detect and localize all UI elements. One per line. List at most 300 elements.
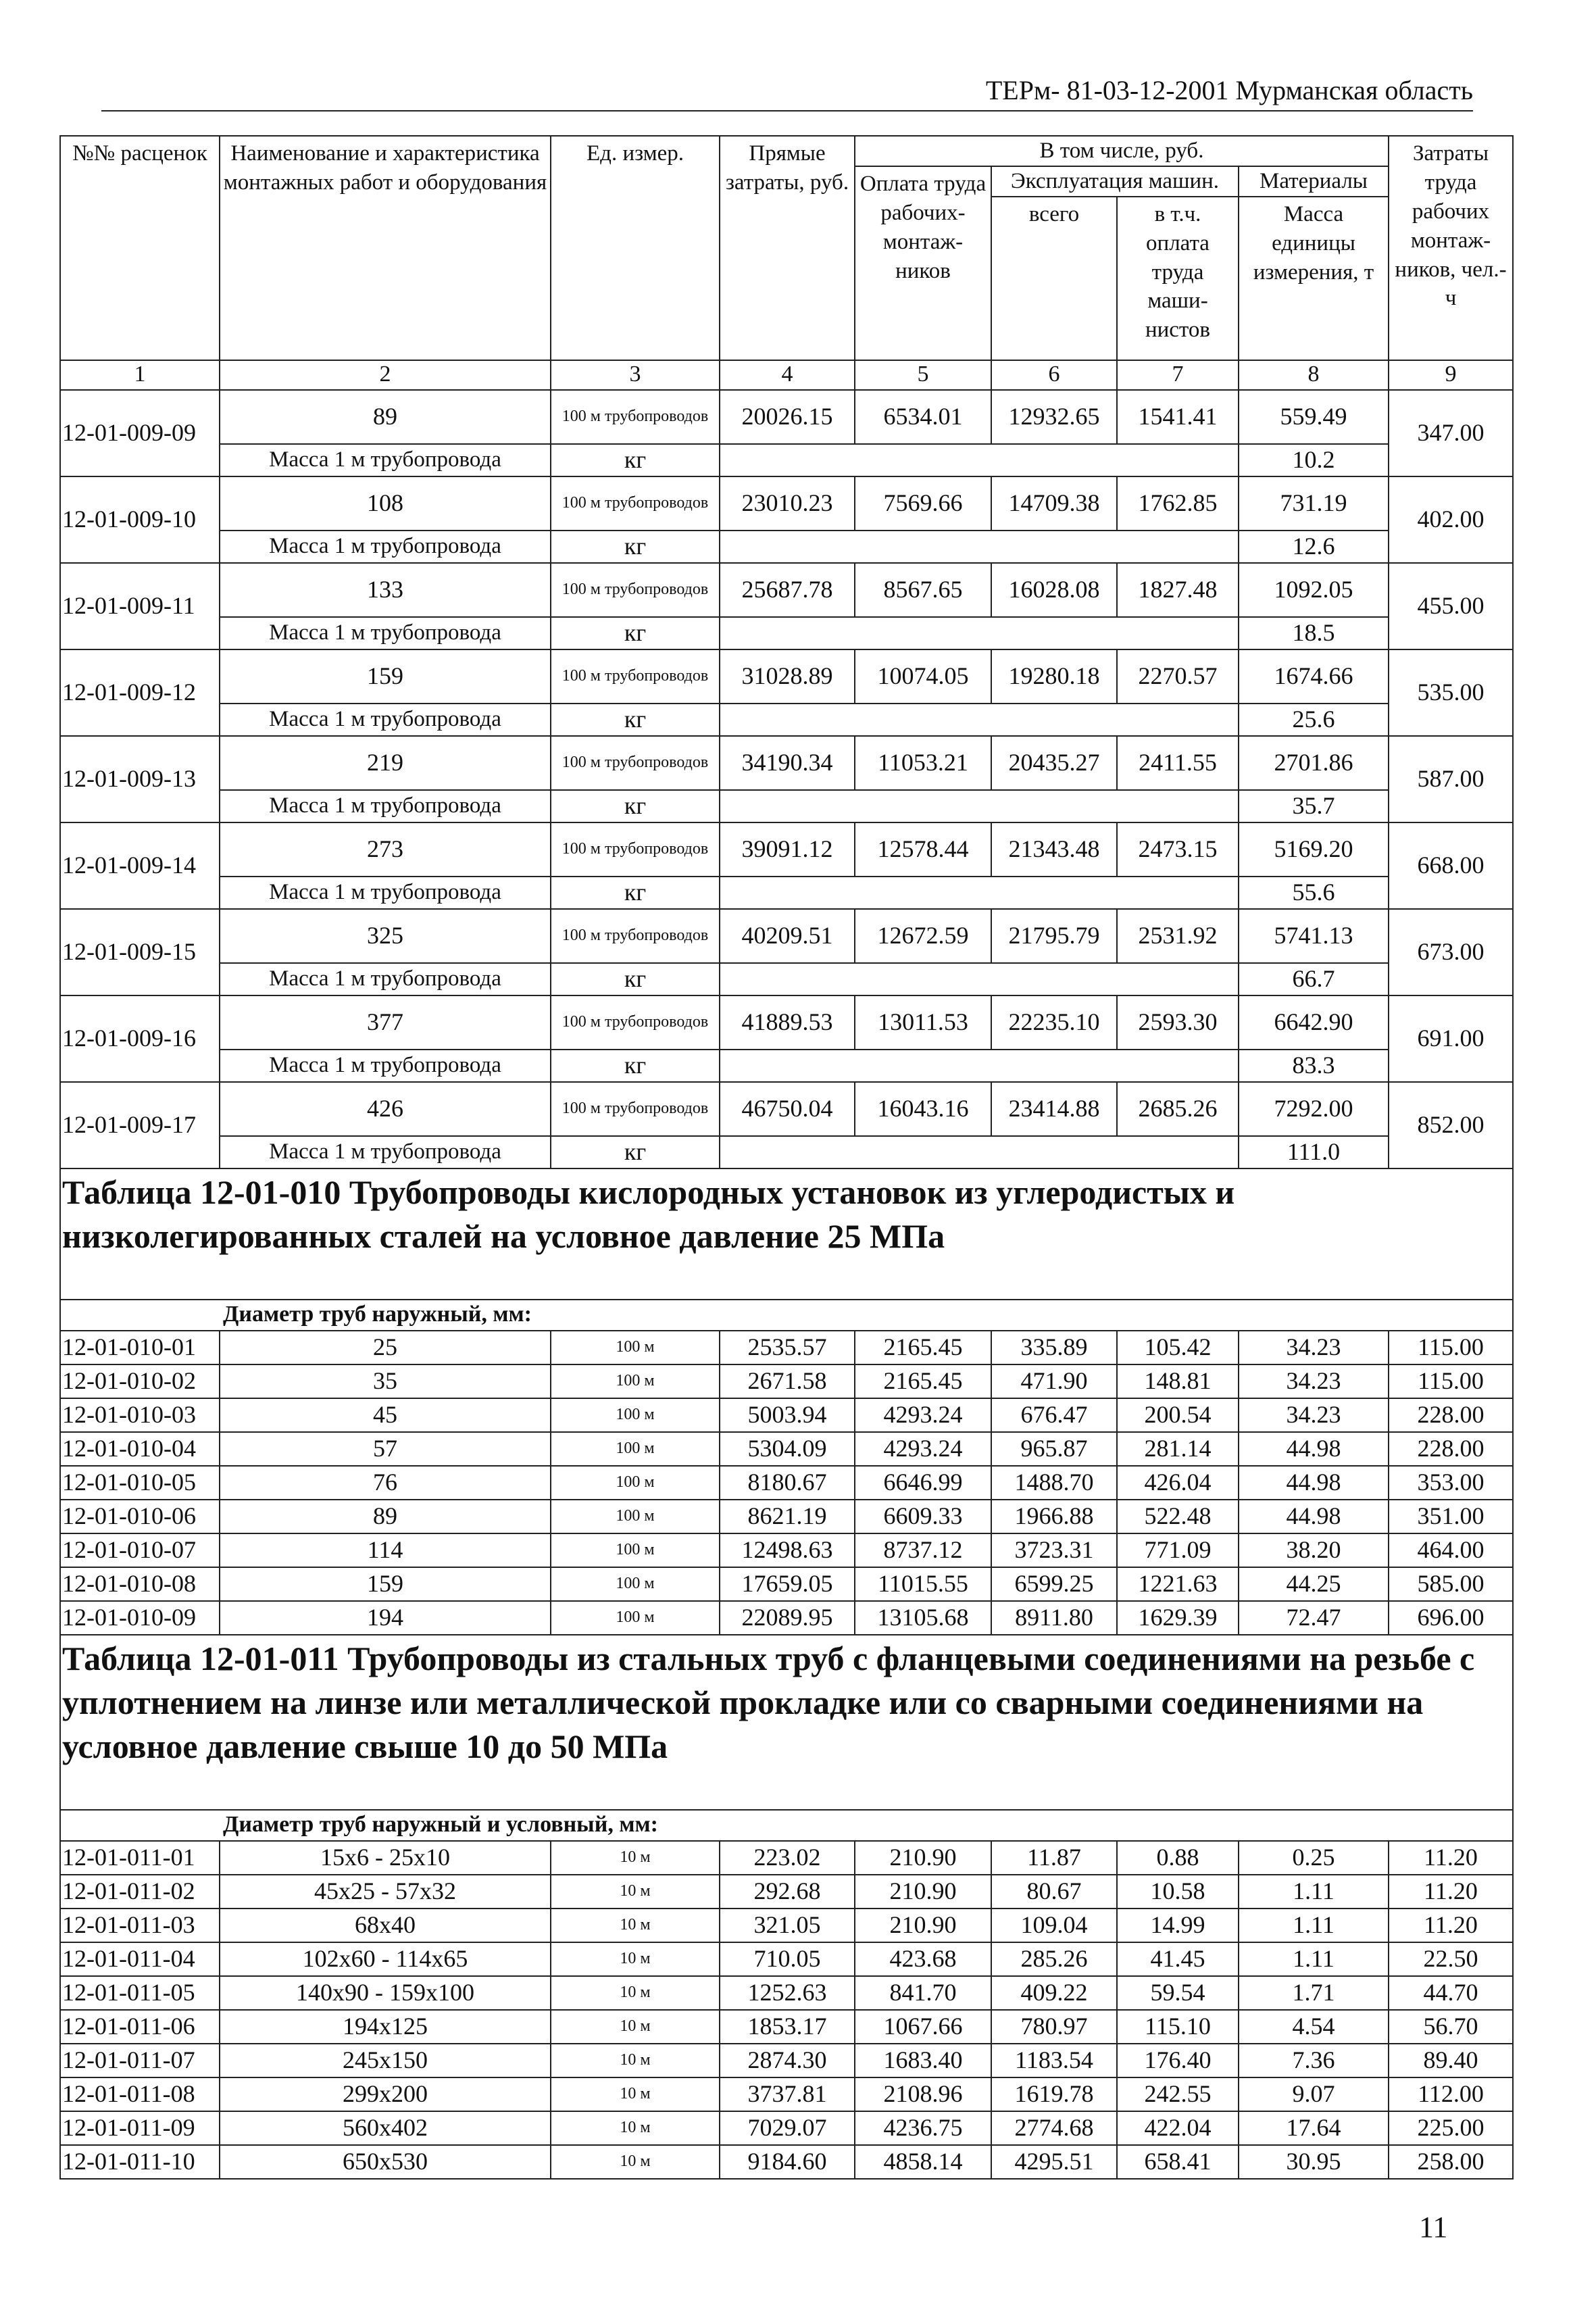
materials-cost: 34.23: [1239, 1398, 1389, 1432]
pipe-diameter: 133: [220, 563, 551, 617]
col-head-exploit-total: всего: [991, 197, 1117, 360]
direct-cost: 8180.67: [720, 1466, 855, 1500]
exploit-total: 21795.79: [991, 909, 1117, 963]
unit-cell: 100 м трубопроводов: [551, 563, 720, 617]
direct-cost: 5003.94: [720, 1398, 855, 1432]
exploit-wage: 200.54: [1117, 1398, 1239, 1432]
direct-cost: 7029.07: [720, 2111, 855, 2145]
pipe-diameter: 273: [220, 822, 551, 877]
direct-cost: 20026.15: [720, 390, 855, 444]
table-12-01-010-spacer: [60, 1258, 1513, 1300]
materials-cost: 30.95: [1239, 2145, 1389, 2179]
mass-unit: кг: [551, 704, 720, 736]
rate-code: 12-01-010-09: [60, 1601, 220, 1635]
direct-cost: 41889.53: [720, 995, 855, 1050]
rate-code: 12-01-009-16: [60, 995, 220, 1082]
mass-unit: кг: [551, 963, 720, 995]
price-table: [59, 135, 1514, 2180]
exploit-wage: 422.04: [1117, 2111, 1239, 2145]
labor-hours: 89.40: [1389, 2044, 1513, 2077]
pipe-diameter: 114: [220, 1533, 551, 1567]
exploit-total: 11.87: [991, 1841, 1117, 1875]
table-row: [60, 1364, 1513, 1398]
wage-cost: 4236.75: [855, 2111, 991, 2145]
rate-code: 12-01-009-09: [60, 390, 220, 476]
mass-value: 66.7: [1239, 963, 1389, 995]
wage-cost: 10074.05: [855, 649, 991, 704]
exploit-total: 6599.25: [991, 1567, 1117, 1601]
rate-code: 12-01-011-05: [60, 1976, 220, 2010]
column-number: 3: [551, 360, 720, 390]
table-12-01-010-subhead: Диаметр труб наружный, мм:: [60, 1300, 1513, 1331]
mass-row: [60, 704, 1513, 736]
mass-label: Масса 1 м трубопровода: [220, 790, 551, 822]
exploit-wage: 41.45: [1117, 1942, 1239, 1976]
exploit-wage: 2473.15: [1117, 822, 1239, 877]
exploit-total: 4295.51: [991, 2145, 1117, 2179]
direct-cost: 5304.09: [720, 1432, 855, 1466]
labor-hours: 455.00: [1389, 563, 1513, 649]
mass-unit: кг: [551, 790, 720, 822]
table-row: [60, 822, 1513, 877]
column-number: 1: [60, 360, 220, 390]
materials-cost: 7292.00: [1239, 1082, 1389, 1136]
table-12-01-010-title: Таблица 12-01-010 Трубопроводы кислородных установок из углеродистых и низколегированных сталей на условное давление 25 МПа: [60, 1168, 1513, 1258]
empty-cell: [720, 617, 1239, 649]
pipe-diameter: 159: [220, 1567, 551, 1601]
unit-cell: 100 м: [551, 1432, 720, 1466]
pipe-diameter: 57: [220, 1432, 551, 1466]
rate-code: 12-01-009-10: [60, 476, 220, 563]
materials-cost: 72.47: [1239, 1601, 1389, 1635]
materials-cost: 5169.20: [1239, 822, 1389, 877]
column-number: 7: [1117, 360, 1239, 390]
labor-hours: 115.00: [1389, 1331, 1513, 1364]
mass-value: 83.3: [1239, 1050, 1389, 1082]
direct-cost: 46750.04: [720, 1082, 855, 1136]
exploit-total: 12932.65: [991, 390, 1117, 444]
column-number: 8: [1239, 360, 1389, 390]
empty-cell: [720, 1136, 1239, 1168]
column-number: 5: [855, 360, 991, 390]
direct-cost: 34190.34: [720, 736, 855, 790]
column-number: 4: [720, 360, 855, 390]
mass-value: 10.2: [1239, 444, 1389, 476]
direct-cost: 2535.57: [720, 1331, 855, 1364]
wage-cost: 8737.12: [855, 1533, 991, 1567]
table-row: [60, 909, 1513, 963]
mass-unit: кг: [551, 444, 720, 476]
exploit-wage: 1827.48: [1117, 563, 1239, 617]
materials-cost: 17.64: [1239, 2111, 1389, 2145]
rate-code: 12-01-009-11: [60, 563, 220, 649]
unit-cell: 100 м: [551, 1364, 720, 1398]
col-head-name: Наименование и характеристика монтажных работ и оборудования: [220, 136, 551, 360]
direct-cost: 25687.78: [720, 563, 855, 617]
unit-cell: 100 м трубопроводов: [551, 649, 720, 704]
unit-cell: 100 м трубопроводов: [551, 390, 720, 444]
wage-cost: 4293.24: [855, 1432, 991, 1466]
unit-cell: 100 м: [551, 1331, 720, 1364]
labor-hours: 11.20: [1389, 1875, 1513, 1909]
pipe-diameter: 140x90 - 159x100: [220, 1976, 551, 2010]
materials-cost: 559.49: [1239, 390, 1389, 444]
mass-label: Масса 1 м трубопровода: [220, 617, 551, 649]
column-number: 6: [991, 360, 1117, 390]
unit-cell: 100 м: [551, 1398, 720, 1432]
exploit-wage: 2685.26: [1117, 1082, 1239, 1136]
exploit-wage: 176.40: [1117, 2044, 1239, 2077]
exploit-wage: 2270.57: [1117, 649, 1239, 704]
empty-cell: [720, 531, 1239, 563]
mass-label: Масса 1 м трубопровода: [220, 1136, 551, 1168]
col-head-incl: В том числе, руб.: [855, 136, 1389, 166]
materials-cost: 2701.86: [1239, 736, 1389, 790]
mass-value: 18.5: [1239, 617, 1389, 649]
wage-cost: 13011.53: [855, 995, 991, 1050]
exploit-wage: 115.10: [1117, 2010, 1239, 2044]
labor-hours: 852.00: [1389, 1082, 1513, 1168]
exploit-total: 409.22: [991, 1976, 1117, 2010]
exploit-total: 1183.54: [991, 2044, 1117, 2077]
rate-code: 12-01-011-06: [60, 2010, 220, 2044]
direct-cost: 22089.95: [720, 1601, 855, 1635]
page-number: 11: [1419, 2211, 1448, 2244]
col-head-direct: Прямые затраты, руб.: [720, 136, 855, 360]
mass-value: 55.6: [1239, 877, 1389, 909]
table-row: [60, 2077, 1513, 2111]
table-12-01-011-spacer: [60, 1769, 1513, 1810]
direct-cost: 12498.63: [720, 1533, 855, 1567]
col-head-exploit-wage: в т.ч. оплата труда маши-нистов: [1117, 197, 1239, 360]
table-row: [60, 2010, 1513, 2044]
materials-cost: 1.11: [1239, 1909, 1389, 1942]
exploit-wage: 2531.92: [1117, 909, 1239, 963]
exploit-total: 23414.88: [991, 1082, 1117, 1136]
exploit-total: 471.90: [991, 1364, 1117, 1398]
table-row: [60, 1875, 1513, 1909]
mass-unit: кг: [551, 531, 720, 563]
empty-cell: [720, 963, 1239, 995]
pipe-diameter: 194x125: [220, 2010, 551, 2044]
exploit-total: 20435.27: [991, 736, 1117, 790]
column-number: 9: [1389, 360, 1513, 390]
unit-cell: 10 м: [551, 1942, 720, 1976]
empty-cell: [720, 1050, 1239, 1082]
table-row: [60, 1432, 1513, 1466]
labor-hours: 258.00: [1389, 2145, 1513, 2179]
unit-cell: 10 м: [551, 2145, 720, 2179]
wage-cost: 12578.44: [855, 822, 991, 877]
pipe-diameter: 325: [220, 909, 551, 963]
mass-row: [60, 790, 1513, 822]
mass-unit: кг: [551, 1136, 720, 1168]
materials-cost: 4.54: [1239, 2010, 1389, 2044]
table-row: [60, 995, 1513, 1050]
rate-code: 12-01-011-04: [60, 1942, 220, 1976]
unit-cell: 100 м: [551, 1601, 720, 1635]
exploit-total: 80.67: [991, 1875, 1117, 1909]
rate-code: 12-01-010-03: [60, 1398, 220, 1432]
pipe-diameter: 68x40: [220, 1909, 551, 1942]
labor-hours: 353.00: [1389, 1466, 1513, 1500]
pipe-diameter: 377: [220, 995, 551, 1050]
wage-cost: 2165.45: [855, 1331, 991, 1364]
rate-code: 12-01-009-17: [60, 1082, 220, 1168]
direct-cost: 292.68: [720, 1875, 855, 1909]
direct-cost: 1252.63: [720, 1976, 855, 2010]
exploit-total: 16028.08: [991, 563, 1117, 617]
direct-cost: 23010.23: [720, 476, 855, 531]
unit-cell: 100 м: [551, 1533, 720, 1567]
mass-row: [60, 1050, 1513, 1082]
col-head-code: №№ расценок: [60, 136, 220, 360]
mass-label: Масса 1 м трубопровода: [220, 1050, 551, 1082]
table-row: [60, 736, 1513, 790]
mass-unit: кг: [551, 877, 720, 909]
wage-cost: 16043.16: [855, 1082, 991, 1136]
wage-cost: 11053.21: [855, 736, 991, 790]
table-row: [60, 1466, 1513, 1500]
direct-cost: 40209.51: [720, 909, 855, 963]
unit-cell: 100 м трубопроводов: [551, 476, 720, 531]
table-row: [60, 1841, 1513, 1875]
rate-code: 12-01-011-08: [60, 2077, 220, 2111]
mass-row: [60, 1136, 1513, 1168]
mass-value: 35.7: [1239, 790, 1389, 822]
table-row: [60, 390, 1513, 444]
materials-cost: 1674.66: [1239, 649, 1389, 704]
unit-cell: 100 м трубопроводов: [551, 822, 720, 877]
materials-cost: 6642.90: [1239, 995, 1389, 1050]
materials-cost: 44.98: [1239, 1466, 1389, 1500]
unit-cell: 10 м: [551, 2077, 720, 2111]
labor-hours: 11.20: [1389, 1909, 1513, 1942]
empty-cell: [720, 704, 1239, 736]
labor-hours: 535.00: [1389, 649, 1513, 736]
direct-cost: 321.05: [720, 1909, 855, 1942]
rate-code: 12-01-011-10: [60, 2145, 220, 2179]
exploit-wage: 1221.63: [1117, 1567, 1239, 1601]
unit-cell: 10 м: [551, 2111, 720, 2145]
exploit-wage: 10.58: [1117, 1875, 1239, 1909]
table-row: [60, 2145, 1513, 2179]
labor-hours: 115.00: [1389, 1364, 1513, 1398]
wage-cost: 4858.14: [855, 2145, 991, 2179]
wage-cost: 1067.66: [855, 2010, 991, 2044]
wage-cost: 8567.65: [855, 563, 991, 617]
wage-cost: 210.90: [855, 1875, 991, 1909]
pipe-diameter: 15x6 - 25x10: [220, 1841, 551, 1875]
table-12-01-011-subhead: Диаметр труб наружный и условный, мм:: [60, 1810, 1513, 1841]
unit-cell: 10 м: [551, 2010, 720, 2044]
materials-cost: 34.23: [1239, 1364, 1389, 1398]
pipe-diameter: 108: [220, 476, 551, 531]
mass-row: [60, 963, 1513, 995]
materials-cost: 731.19: [1239, 476, 1389, 531]
col-head-materials: Материалы: [1239, 166, 1389, 197]
table-row: [60, 1601, 1513, 1635]
exploit-total: 21343.48: [991, 822, 1117, 877]
exploit-total: 1488.70: [991, 1466, 1117, 1500]
table-row: [60, 2111, 1513, 2145]
pipe-diameter: 45: [220, 1398, 551, 1432]
table-row: [60, 476, 1513, 531]
exploit-total: 1619.78: [991, 2077, 1117, 2111]
wage-cost: 210.90: [855, 1909, 991, 1942]
pipe-diameter: 650x530: [220, 2145, 551, 2179]
pipe-diameter: 89: [220, 1500, 551, 1533]
table-row: [60, 1500, 1513, 1533]
direct-cost: 39091.12: [720, 822, 855, 877]
exploit-wage: 148.81: [1117, 1364, 1239, 1398]
table-row: [60, 1331, 1513, 1364]
mass-label: Масса 1 м трубопровода: [220, 963, 551, 995]
pipe-diameter: 194: [220, 1601, 551, 1635]
exploit-total: 676.47: [991, 1398, 1117, 1432]
exploit-total: 285.26: [991, 1942, 1117, 1976]
wage-cost: 841.70: [855, 1976, 991, 2010]
pipe-diameter: 35: [220, 1364, 551, 1398]
rate-code: 12-01-009-15: [60, 909, 220, 995]
wage-cost: 13105.68: [855, 1601, 991, 1635]
rate-code: 12-01-011-01: [60, 1841, 220, 1875]
pipe-diameter: 45x25 - 57x32: [220, 1875, 551, 1909]
unit-cell: 100 м трубопроводов: [551, 1082, 720, 1136]
materials-cost: 1.71: [1239, 1976, 1389, 2010]
exploit-wage: 105.42: [1117, 1331, 1239, 1364]
pipe-diameter: 159: [220, 649, 551, 704]
table-row: [60, 649, 1513, 704]
table-row: [60, 1942, 1513, 1976]
labor-hours: 696.00: [1389, 1601, 1513, 1635]
direct-cost: 1853.17: [720, 2010, 855, 2044]
labor-hours: 587.00: [1389, 736, 1513, 822]
direct-cost: 2874.30: [720, 2044, 855, 2077]
pipe-diameter: 89: [220, 390, 551, 444]
direct-cost: 9184.60: [720, 2145, 855, 2179]
direct-cost: 710.05: [720, 1942, 855, 1976]
mass-row: [60, 877, 1513, 909]
exploit-total: 109.04: [991, 1909, 1117, 1942]
mass-label: Масса 1 м трубопровода: [220, 531, 551, 563]
rate-code: 12-01-010-02: [60, 1364, 220, 1398]
unit-cell: 10 м: [551, 2044, 720, 2077]
materials-cost: 0.25: [1239, 1841, 1389, 1875]
exploit-wage: 59.54: [1117, 1976, 1239, 2010]
unit-cell: 100 м трубопроводов: [551, 995, 720, 1050]
wage-cost: 6534.01: [855, 390, 991, 444]
exploit-wage: 242.55: [1117, 2077, 1239, 2111]
table-row: [60, 1909, 1513, 1942]
unit-cell: 10 м: [551, 1909, 720, 1942]
labor-hours: 44.70: [1389, 1976, 1513, 2010]
materials-cost: 7.36: [1239, 2044, 1389, 2077]
table-row: [60, 1567, 1513, 1601]
empty-cell: [720, 790, 1239, 822]
rate-code: 12-01-010-06: [60, 1500, 220, 1533]
exploit-wage: 1762.85: [1117, 476, 1239, 531]
rate-code: 12-01-010-08: [60, 1567, 220, 1601]
empty-cell: [720, 444, 1239, 476]
exploit-wage: 281.14: [1117, 1432, 1239, 1466]
col-head-labor: Затраты труда рабочих монтаж-ников, чел.-ч: [1389, 136, 1513, 360]
exploit-total: 8911.80: [991, 1601, 1117, 1635]
mass-row: [60, 444, 1513, 476]
mass-unit: кг: [551, 617, 720, 649]
wage-cost: 12672.59: [855, 909, 991, 963]
unit-cell: 100 м: [551, 1466, 720, 1500]
table-row: [60, 1082, 1513, 1136]
labor-hours: 56.70: [1389, 2010, 1513, 2044]
rate-code: 12-01-011-09: [60, 2111, 220, 2145]
rate-code: 12-01-011-07: [60, 2044, 220, 2077]
document-header: ТЕРм- 81-03-12-2001 Мурманская область: [101, 74, 1473, 112]
labor-hours: 22.50: [1389, 1942, 1513, 1976]
materials-cost: 5741.13: [1239, 909, 1389, 963]
table-row: [60, 1533, 1513, 1567]
wage-cost: 1683.40: [855, 2044, 991, 2077]
table-row: [60, 1976, 1513, 2010]
mass-row: [60, 531, 1513, 563]
labor-hours: 668.00: [1389, 822, 1513, 909]
exploit-wage: 2411.55: [1117, 736, 1239, 790]
labor-hours: 402.00: [1389, 476, 1513, 563]
mass-label: Масса 1 м трубопровода: [220, 444, 551, 476]
col-head-exploit: Эксплуатация машин.: [991, 166, 1239, 197]
wage-cost: 6609.33: [855, 1500, 991, 1533]
exploit-wage: 0.88: [1117, 1841, 1239, 1875]
col-head-unit: Ед. измер.: [551, 136, 720, 360]
wage-cost: 2108.96: [855, 2077, 991, 2111]
wage-cost: 11015.55: [855, 1567, 991, 1601]
rate-code: 12-01-011-02: [60, 1875, 220, 1909]
unit-cell: 100 м: [551, 1500, 720, 1533]
pipe-diameter: 560x402: [220, 2111, 551, 2145]
exploit-total: 14709.38: [991, 476, 1117, 531]
rate-code: 12-01-010-01: [60, 1331, 220, 1364]
rate-code: 12-01-010-07: [60, 1533, 220, 1567]
col-head-wage: Оплата труда рабочих-монтаж-ников: [855, 166, 991, 360]
labor-hours: 585.00: [1389, 1567, 1513, 1601]
exploit-wage: 14.99: [1117, 1909, 1239, 1942]
table-row: [60, 563, 1513, 617]
exploit-wage: 1541.41: [1117, 390, 1239, 444]
labor-hours: 347.00: [1389, 390, 1513, 476]
unit-cell: 100 м трубопроводов: [551, 909, 720, 963]
materials-cost: 1092.05: [1239, 563, 1389, 617]
labor-hours: 112.00: [1389, 2077, 1513, 2111]
exploit-wage: 771.09: [1117, 1533, 1239, 1567]
rate-code: 12-01-010-05: [60, 1466, 220, 1500]
wage-cost: 4293.24: [855, 1398, 991, 1432]
materials-cost: 44.98: [1239, 1500, 1389, 1533]
col-head-mass: Масса единицы измерения, т: [1239, 197, 1389, 360]
exploit-total: 1966.88: [991, 1500, 1117, 1533]
mass-value: 111.0: [1239, 1136, 1389, 1168]
labor-hours: 225.00: [1389, 2111, 1513, 2145]
direct-cost: 2671.58: [720, 1364, 855, 1398]
column-number: 2: [220, 360, 551, 390]
mass-value: 25.6: [1239, 704, 1389, 736]
pipe-diameter: 102x60 - 114x65: [220, 1942, 551, 1976]
materials-cost: 34.23: [1239, 1331, 1389, 1364]
rate-code: 12-01-010-04: [60, 1432, 220, 1466]
mass-value: 12.6: [1239, 531, 1389, 563]
direct-cost: 31028.89: [720, 649, 855, 704]
materials-cost: 1.11: [1239, 1875, 1389, 1909]
wage-cost: 423.68: [855, 1942, 991, 1976]
